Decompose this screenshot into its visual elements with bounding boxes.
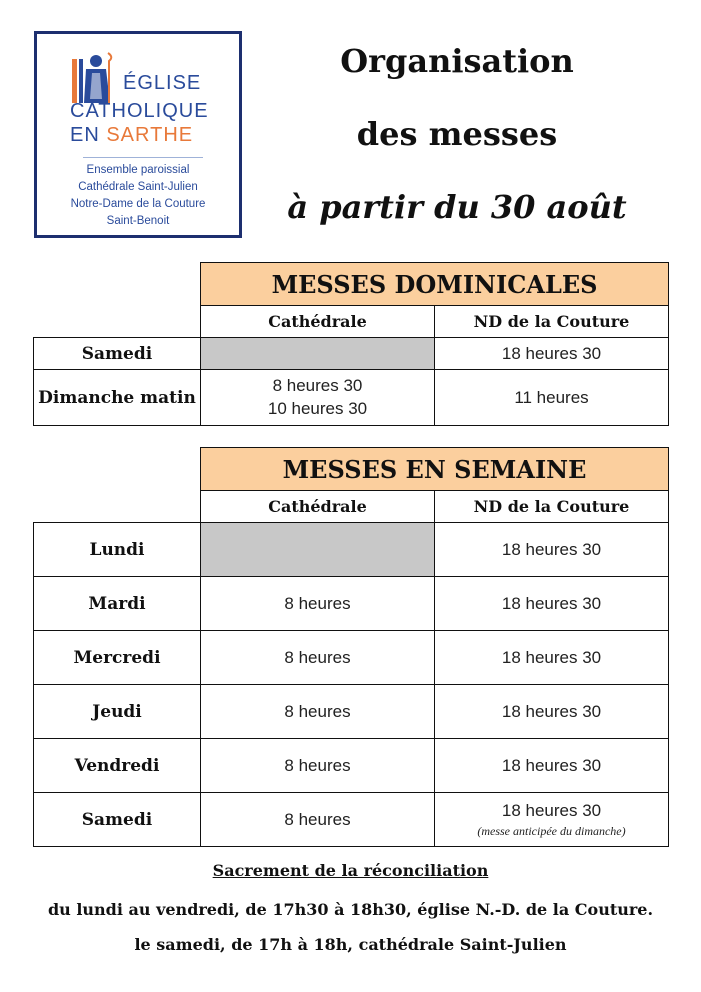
time-cell: 8 heures — [200, 738, 435, 793]
logo-word-eglise: ÉGLISE — [123, 72, 202, 94]
time-cell: 18 heures 30 — [434, 738, 669, 793]
row-day-label: Mardi — [33, 576, 201, 631]
logo-subtitle: Saint-Benoit — [106, 215, 170, 227]
sunday-header: MESSES DOMINICALES — [200, 262, 669, 306]
page-title-line1: Organisation — [340, 42, 574, 80]
time-cell: 8 heures — [200, 792, 435, 847]
time-value: 10 heures 30 — [267, 398, 368, 418]
logo-divider — [83, 157, 203, 158]
time-cell: 8 heures — [200, 630, 435, 685]
time-value: 8 heures 30 — [272, 375, 363, 395]
empty-cell — [200, 337, 435, 370]
empty-cell — [200, 522, 435, 577]
page-title-line2: des messes — [356, 115, 558, 153]
time-cell: 18 heures 30 — [434, 630, 669, 685]
logo-subtitle: Cathédrale Saint-Julien — [78, 181, 198, 193]
column-header-cathedrale: Cathédrale — [200, 490, 435, 523]
row-day-label: Samedi — [33, 337, 201, 370]
logo-subtitle: Notre-Dame de la Couture — [70, 198, 206, 210]
reconciliation-title: Sacrement de la réconciliation — [212, 861, 489, 880]
weekday-header: MESSES EN SEMAINE — [200, 447, 669, 491]
column-header-cathedrale: Cathédrale — [200, 305, 435, 338]
column-header-couture: ND de la Couture — [434, 305, 669, 338]
row-day-label: Samedi — [33, 792, 201, 847]
row-day-label: Dimanche matin — [33, 369, 201, 426]
row-day-label: Vendredi — [33, 738, 201, 793]
time-cell: 18 heures 30 — [434, 684, 669, 739]
anticipated-mass-note: (messe anticipée du dimanche) — [477, 823, 626, 838]
logo-word-catholique: CATHOLIQUE — [70, 100, 209, 122]
reconciliation-saturday: le samedi, de 17h à 18h, cathédrale Saint-Julien — [134, 935, 567, 954]
time-cell: 11 heures — [434, 369, 669, 426]
row-day-label: Lundi — [33, 522, 201, 577]
time-value: 18 heures 30 — [501, 800, 602, 820]
logo-subtitle: Ensemble paroissial — [86, 164, 190, 176]
row-day-label: Mercredi — [33, 630, 201, 685]
logo-word-en-sarthe: EN SARTHE — [70, 124, 194, 146]
time-cell — [434, 792, 669, 847]
reconciliation-weekday: du lundi au vendredi, de 17h30 à 18h30, église N.-D. de la Couture. — [47, 900, 654, 919]
time-cell: 8 heures — [200, 684, 435, 739]
time-cell — [200, 369, 435, 426]
row-day-label: Jeudi — [33, 684, 201, 739]
column-header-couture: ND de la Couture — [434, 490, 669, 523]
time-cell: 8 heures — [200, 576, 435, 631]
parish-logo — [34, 31, 242, 238]
time-cell: 18 heures 30 — [434, 576, 669, 631]
time-cell: 18 heures 30 — [434, 522, 669, 577]
page-title-line3: à partir du 30 août — [287, 188, 627, 226]
time-cell: 18 heures 30 — [434, 337, 669, 370]
